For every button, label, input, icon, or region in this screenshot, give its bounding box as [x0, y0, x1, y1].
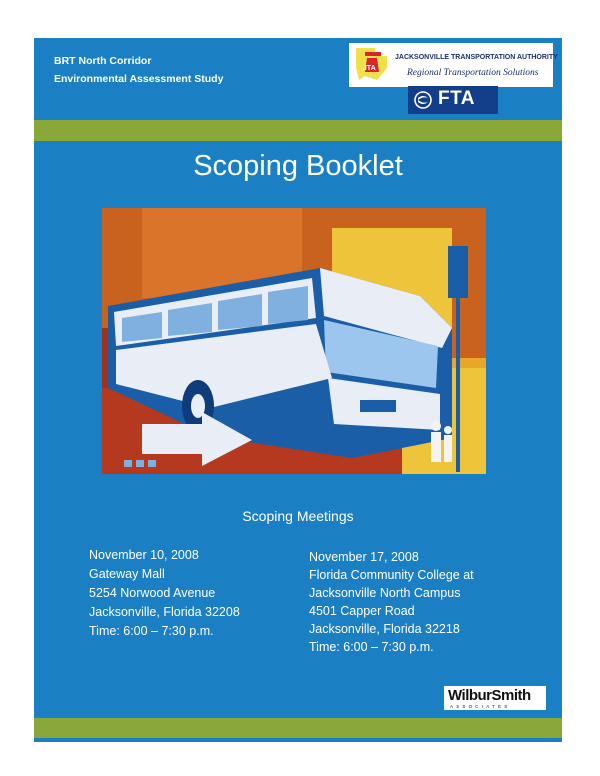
fta-text: FTA [438, 88, 476, 109]
page-title: Scoping Booklet [193, 150, 403, 182]
jta-tagline: Regional Transportation Solutions [407, 68, 539, 78]
svg-text:JTA: JTA [363, 65, 376, 72]
study-title-line1: BRT North Corridor [54, 55, 152, 67]
top-accent-bar [34, 120, 562, 141]
meeting-date: November 17, 2008 [309, 550, 419, 564]
study-title-line2: Environmental Assessment Study [54, 73, 224, 85]
meeting-address: 5254 Norwood Avenue [89, 586, 216, 600]
meeting-details-left [89, 546, 240, 641]
meeting-venue: Gateway Mall [89, 567, 165, 581]
meeting-time: Time: 6:00 – 7:30 p.m. [89, 624, 214, 638]
wilbur-smith-logo [444, 686, 546, 710]
wilbur-smith-name: WilburSmith [448, 687, 531, 704]
meeting-city: Jacksonville, Florida 32208 [89, 605, 240, 619]
meeting-date: November 10, 2008 [89, 548, 199, 562]
meeting-time: Time: 6:00 – 7:30 p.m. [309, 640, 434, 654]
jta-emblem-icon [353, 46, 391, 84]
meeting-venue-line2: Jacksonville North Campus [309, 586, 461, 600]
jta-name: JACKSONVILLE TRANSPORTATION AUTHORITY [395, 54, 558, 61]
fta-emblem-icon [414, 91, 432, 109]
meeting-details-right [309, 548, 474, 656]
meeting-city: Jacksonville, Florida 32218 [309, 622, 460, 636]
study-title [54, 52, 223, 88]
wilbur-smith-subtitle: ASSOCIATES [450, 704, 511, 709]
bottom-accent-bar [34, 718, 562, 738]
jta-logo [349, 43, 558, 87]
meeting-address: 4501 Capper Road [309, 604, 415, 618]
fta-logo [408, 86, 498, 114]
meeting-venue: Florida Community College at [309, 568, 474, 582]
booklet-cover [34, 38, 562, 742]
bus-illustration [102, 208, 486, 474]
meetings-heading: Scoping Meetings [242, 508, 354, 524]
